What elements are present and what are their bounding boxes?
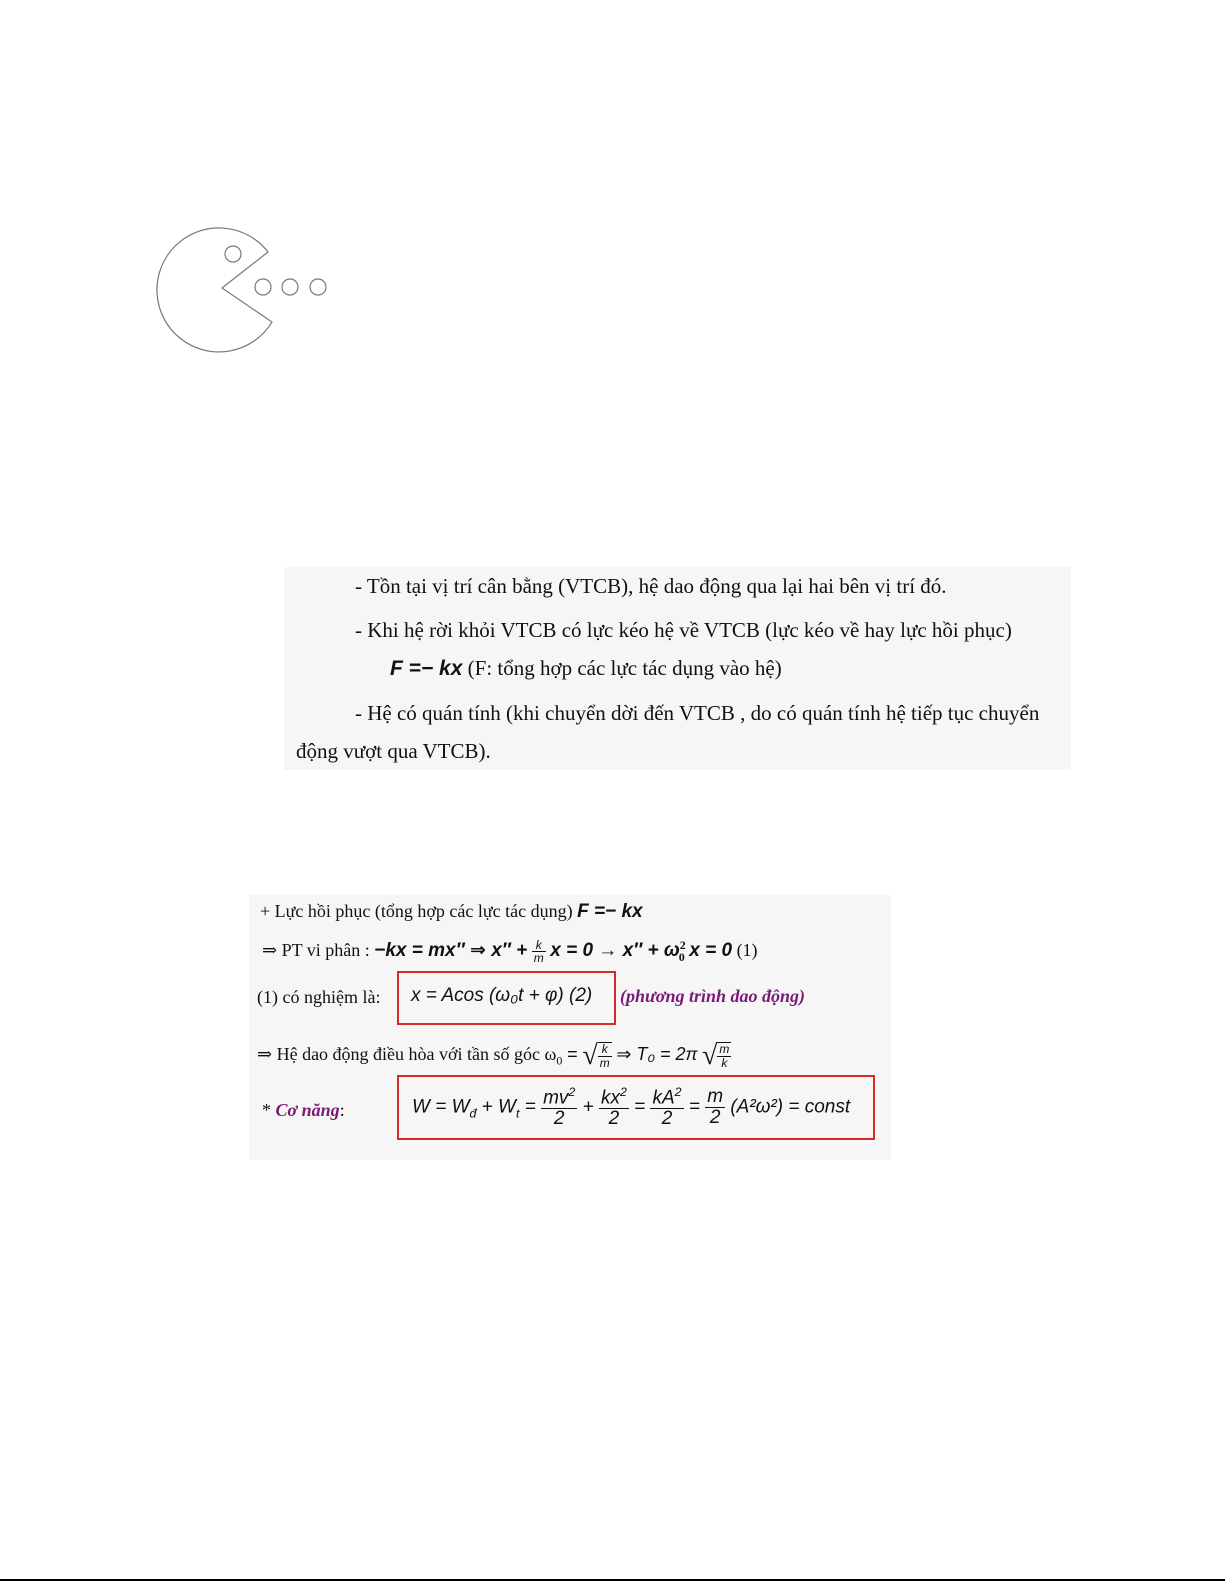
- restoring-force-line: [260, 901, 643, 923]
- footer-rule: [0, 1579, 1225, 1581]
- restoring-force-formula: F =− kx: [577, 901, 643, 922]
- sqrt-k-over-m: $\frac{k}{m}$: [599, 1042, 610, 1070]
- equation-ref-1: (1): [736, 940, 758, 960]
- period-formula: ⇒ T₀ = 2π: [616, 1044, 698, 1065]
- force-note: (F: tổng hợp các lực tác dụng vào hệ): [467, 656, 782, 680]
- bullet-restoring-force: - Khi hệ rời khỏi VTCB có lực kéo hệ về VTCB (lực kéo về hay lực hồi phục): [355, 618, 1012, 642]
- differential-formula-c: x = 0: [689, 940, 733, 961]
- bullet-inertia: - Hệ có quán tính (khi chuyển dời đến VTCB , do có quán tính hệ tiếp tục chuyển: [355, 701, 1040, 725]
- bullet-equilibrium: - Tồn tại vị trí cân bằng (VTCB), hệ dao động qua lại hai bên vị trí đó.: [355, 574, 947, 598]
- sqrt-m-over-k: $\frac{m}{k}$: [719, 1042, 730, 1070]
- differential-equation-line: ⇒ PT vi phân : −kx = mx″ ⇒ x″ + $\frac{k}{m}$ $x = 0 \to x'' + \omega^2_0$ x = 0 (1): [262, 937, 758, 966]
- pacman-dots-icon: [150, 218, 340, 358]
- energy-label: Cơ năng: [275, 1100, 340, 1120]
- differential-formula-a: −kx = mx″ ⇒ x″ +: [374, 940, 528, 961]
- solution-formula: x = Acos (ω₀t + φ) (2): [411, 985, 593, 1006]
- energy-formula: $W = W_đ + W_t$ = $\frac{mv^2}{2}$ + $\frac{kx^2}{2}$ = $\frac{kA^2}{2}$ = $\frac{m}{2}$ (A²ω²) = const: [412, 1085, 851, 1130]
- angular-frequency-line: ⇒ Hệ dao động điều hòa với tần số góc $\omega_0$ = √ $\frac{k}{m}$ ⇒ T₀ = 2π √ $\frac{m}{k}$: [257, 1040, 730, 1071]
- bullet-inertia-cont: động vượt qua VTCB).: [296, 739, 491, 763]
- angular-frequency-prefix: ⇒ Hệ dao động điều hòa với tần số góc ω: [257, 1044, 557, 1065]
- force-formula: F =− kx: [390, 657, 463, 680]
- force-line: [390, 656, 782, 681]
- differential-formula-b: x = 0 → x″ + ω: [550, 940, 680, 961]
- oscillation-equation-note: (phương trình dao động): [620, 986, 805, 1006]
- k-over-m-fraction: $\frac{k}{m}$: [533, 937, 544, 966]
- differential-prefix: ⇒ PT vi phân :: [262, 940, 370, 960]
- restoring-force-text: + Lực hồi phục (tổng hợp các lực tác dụng): [260, 901, 573, 921]
- energy-label-line: * Cơ năng:: [262, 1100, 345, 1120]
- solution-prefix: (1) có nghiệm là:: [257, 987, 381, 1007]
